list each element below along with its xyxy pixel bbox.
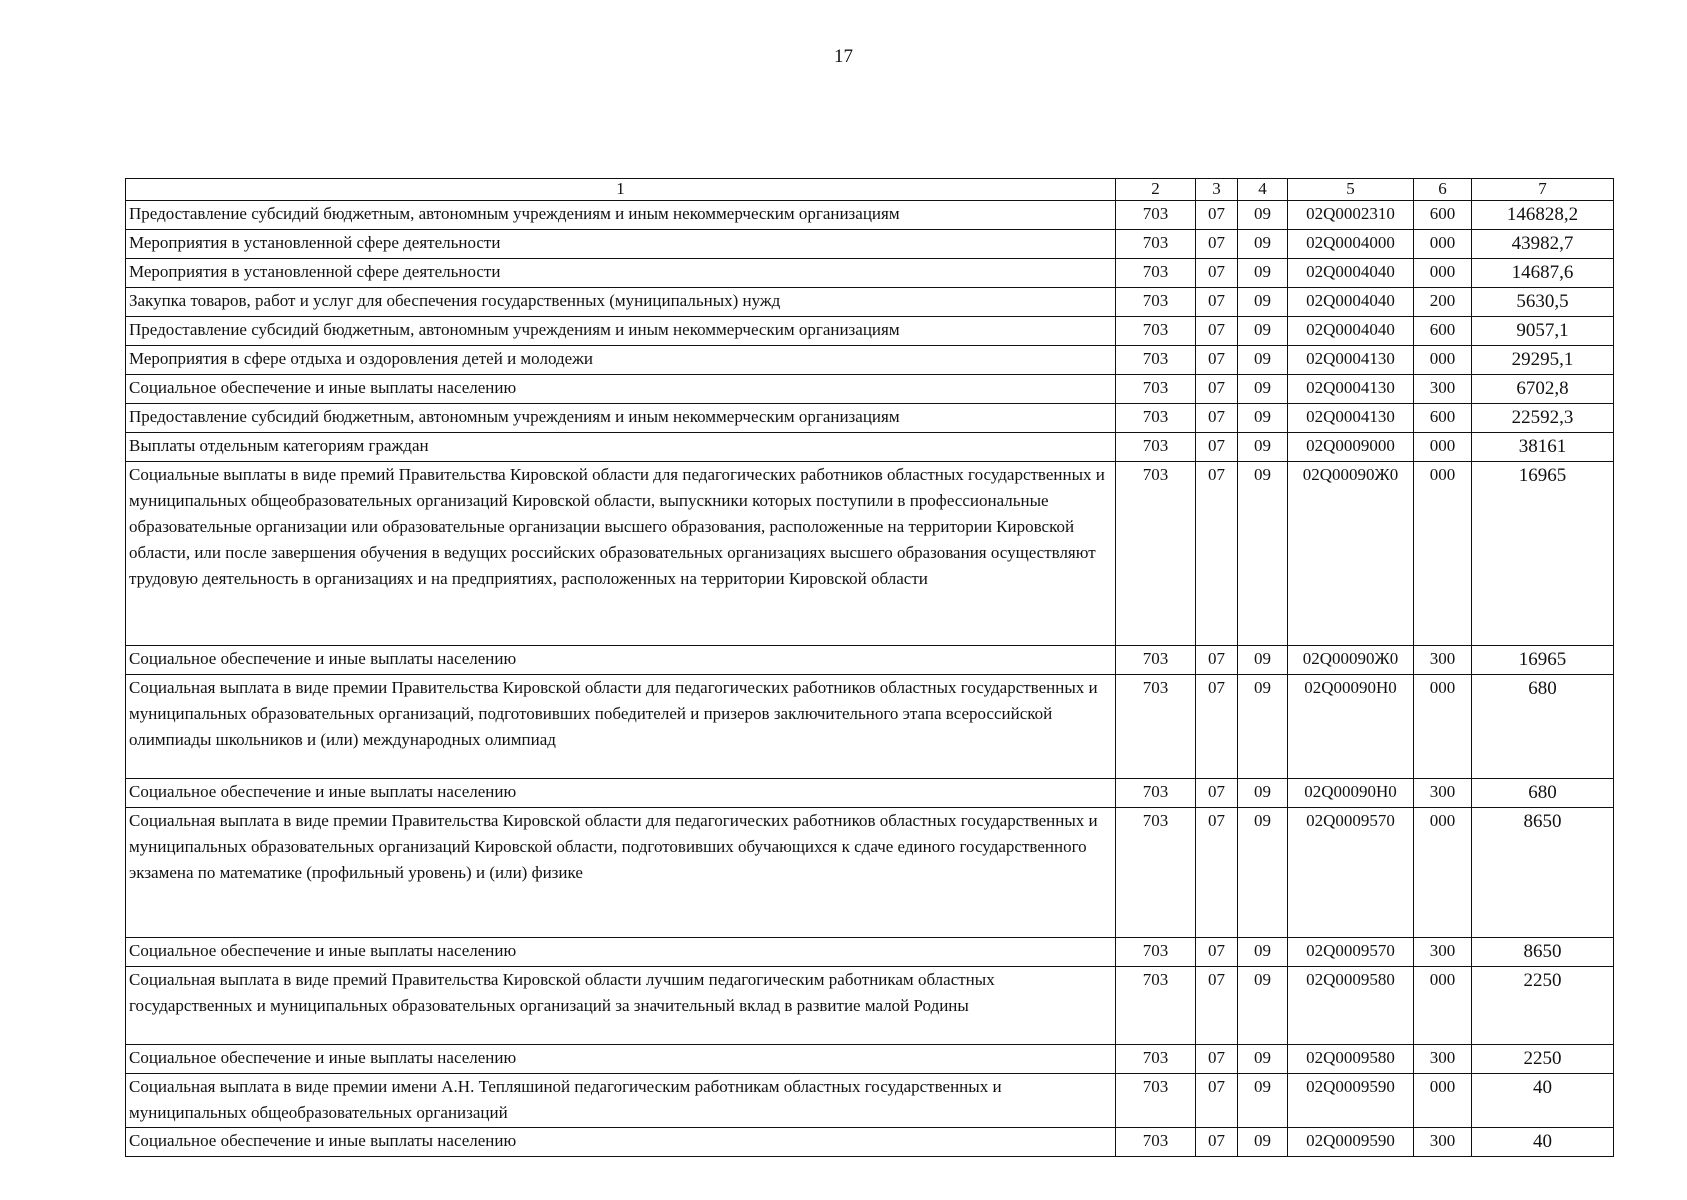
row-code-2: 703 [1116,1074,1196,1128]
table-row [126,779,1614,808]
row-code-2: 703 [1116,808,1196,938]
row-amount: 38161 [1472,433,1614,462]
row-name: Социальное обеспечение и иные выплаты населению [126,1045,1116,1074]
row-code-6: 300 [1414,1128,1472,1157]
row-code-6: 000 [1414,1074,1472,1128]
table-row [126,462,1614,646]
row-code-2: 703 [1116,462,1196,646]
table-row [126,346,1614,375]
row-code-3: 07 [1196,404,1238,433]
row-code-5: 02Q0004130 [1288,346,1414,375]
row-name: Социальная выплата в виде премии Правительства Кировской области для педагогических работников областных государственных и муниципальных образовательных организаций, подготовивших победителей и призеров заключительного этапа всероссийской олимпиады школьников и (или) международных олимпиад [126,675,1116,779]
row-code-2: 703 [1116,404,1196,433]
row-code-2: 703 [1116,346,1196,375]
table-row [126,808,1614,938]
row-name: Предоставление субсидий бюджетным, автономным учреждениям и иным некоммерческим организациям [126,201,1116,230]
row-name: Социальное обеспечение и иные выплаты населению [126,375,1116,404]
row-amount: 40 [1472,1074,1614,1128]
row-code-3: 07 [1196,462,1238,646]
row-code-5: 02Q0009580 [1288,967,1414,1045]
row-code-6: 300 [1414,375,1472,404]
row-code-3: 07 [1196,938,1238,967]
row-amount: 8650 [1472,938,1614,967]
row-code-2: 703 [1116,288,1196,317]
row-code-6: 600 [1414,201,1472,230]
column-header-4: 4 [1238,179,1288,201]
row-code-4: 09 [1238,201,1288,230]
row-name: Социальное обеспечение и иные выплаты населению [126,1128,1116,1157]
row-code-4: 09 [1238,433,1288,462]
row-code-3: 07 [1196,675,1238,779]
row-amount: 680 [1472,675,1614,779]
row-code-4: 09 [1238,288,1288,317]
row-code-3: 07 [1196,346,1238,375]
row-code-3: 07 [1196,259,1238,288]
row-code-2: 703 [1116,938,1196,967]
table-row [126,375,1614,404]
row-code-5: 02Q00090Ж0 [1288,646,1414,675]
budget-table [125,178,1614,1157]
row-code-6: 000 [1414,675,1472,779]
row-code-4: 09 [1238,1074,1288,1128]
row-code-4: 09 [1238,404,1288,433]
row-amount: 16965 [1472,462,1614,646]
row-code-4: 09 [1238,779,1288,808]
row-code-5: 02Q0004040 [1288,288,1414,317]
row-code-5: 02Q0004040 [1288,317,1414,346]
table-row [126,675,1614,779]
row-amount: 5630,5 [1472,288,1614,317]
row-code-3: 07 [1196,967,1238,1045]
table-row [126,433,1614,462]
row-amount: 6702,8 [1472,375,1614,404]
row-code-2: 703 [1116,375,1196,404]
row-code-6: 000 [1414,433,1472,462]
table-row [126,646,1614,675]
row-code-4: 09 [1238,317,1288,346]
row-code-2: 703 [1116,1045,1196,1074]
row-code-6: 000 [1414,967,1472,1045]
row-amount: 2250 [1472,1045,1614,1074]
row-code-6: 300 [1414,779,1472,808]
row-code-3: 07 [1196,1045,1238,1074]
row-code-6: 600 [1414,404,1472,433]
row-amount: 146828,2 [1472,201,1614,230]
row-code-4: 09 [1238,1128,1288,1157]
column-header-5: 5 [1288,179,1414,201]
row-code-4: 09 [1238,967,1288,1045]
column-header-6: 6 [1414,179,1472,201]
row-name: Мероприятия в сфере отдыха и оздоровления детей и молодежи [126,346,1116,375]
row-code-5: 02Q0004130 [1288,375,1414,404]
row-code-4: 09 [1238,646,1288,675]
row-code-2: 703 [1116,259,1196,288]
row-amount: 9057,1 [1472,317,1614,346]
row-code-3: 07 [1196,808,1238,938]
table-row [126,967,1614,1045]
row-code-4: 09 [1238,675,1288,779]
row-code-6: 000 [1414,346,1472,375]
row-name: Предоставление субсидий бюджетным, автономным учреждениям и иным некоммерческим организациям [126,317,1116,346]
row-code-2: 703 [1116,433,1196,462]
row-code-2: 703 [1116,779,1196,808]
row-name: Социальная выплата в виде премий Правительства Кировской области лучшим педагогическим работникам областных государственных и муниципальных образовательных организаций за значительный вклад в развитие малой Родины [126,967,1116,1045]
row-code-3: 07 [1196,646,1238,675]
column-header-3: 3 [1196,179,1238,201]
table-row [126,288,1614,317]
row-code-5: 02Q00090Н0 [1288,779,1414,808]
row-code-4: 09 [1238,346,1288,375]
table-row [126,1045,1614,1074]
row-code-5: 02Q0009590 [1288,1074,1414,1128]
row-code-6: 000 [1414,462,1472,646]
table-row [126,317,1614,346]
row-code-3: 07 [1196,1074,1238,1128]
table-row [126,1074,1614,1128]
row-code-6: 300 [1414,646,1472,675]
table-row [126,230,1614,259]
row-code-5: 02Q0009000 [1288,433,1414,462]
row-name: Выплаты отдельным категориям граждан [126,433,1116,462]
row-code-2: 703 [1116,675,1196,779]
column-header-7: 7 [1472,179,1614,201]
row-code-4: 09 [1238,938,1288,967]
row-name: Социальные выплаты в виде премий Правительства Кировской области для педагогических работников областных государственных и муниципальных общеобразовательных организаций Кировской области, выпускники которых поступили в профессиональные образовательные организации или образовательные организации высшего образования, расположенные на территории Кировской области, или после завершения обучения в ведущих российских образовательных организациях высшего образования осуществляют трудовую деятельность в организациях и на предприятиях, расположенных на территории Кировской области [126,462,1116,646]
row-amount: 8650 [1472,808,1614,938]
row-amount: 14687,6 [1472,259,1614,288]
row-code-6: 000 [1414,808,1472,938]
row-name: Закупка товаров, работ и услуг для обеспечения государственных (муниципальных) нужд [126,288,1116,317]
row-amount: 22592,3 [1472,404,1614,433]
row-code-4: 09 [1238,230,1288,259]
row-amount: 43982,7 [1472,230,1614,259]
row-name: Предоставление субсидий бюджетным, автономным учреждениям и иным некоммерческим организациям [126,404,1116,433]
row-code-5: 02Q0009580 [1288,1045,1414,1074]
row-code-3: 07 [1196,201,1238,230]
row-code-4: 09 [1238,808,1288,938]
row-code-5: 02Q0002310 [1288,201,1414,230]
row-amount: 680 [1472,779,1614,808]
row-amount: 40 [1472,1128,1614,1157]
row-code-4: 09 [1238,259,1288,288]
row-code-2: 703 [1116,1128,1196,1157]
row-code-3: 07 [1196,375,1238,404]
row-code-5: 02Q0009570 [1288,808,1414,938]
row-code-3: 07 [1196,230,1238,259]
row-name: Мероприятия в установленной сфере деятельности [126,230,1116,259]
row-code-4: 09 [1238,1045,1288,1074]
row-code-4: 09 [1238,462,1288,646]
row-code-2: 703 [1116,230,1196,259]
row-code-5: 02Q0009590 [1288,1128,1414,1157]
row-code-5: 02Q0009570 [1288,938,1414,967]
column-header-2: 2 [1116,179,1196,201]
row-amount: 16965 [1472,646,1614,675]
page-number: 17 [834,46,853,67]
row-code-5: 02Q0004000 [1288,230,1414,259]
row-code-2: 703 [1116,967,1196,1045]
row-code-5: 02Q0004040 [1288,259,1414,288]
row-name: Социальное обеспечение и иные выплаты населению [126,779,1116,808]
row-code-6: 000 [1414,259,1472,288]
row-code-5: 02Q0004130 [1288,404,1414,433]
row-code-6: 000 [1414,230,1472,259]
row-amount: 29295,1 [1472,346,1614,375]
table-row [126,259,1614,288]
row-code-3: 07 [1196,1128,1238,1157]
row-code-5: 02Q00090Н0 [1288,675,1414,779]
table-row [126,938,1614,967]
row-name: Социальное обеспечение и иные выплаты населению [126,646,1116,675]
row-amount: 2250 [1472,967,1614,1045]
row-code-6: 200 [1414,288,1472,317]
column-header-1: 1 [126,179,1116,201]
row-code-5: 02Q00090Ж0 [1288,462,1414,646]
row-code-4: 09 [1238,375,1288,404]
table-header-row [126,179,1614,201]
row-code-2: 703 [1116,201,1196,230]
row-code-6: 300 [1414,1045,1472,1074]
table-row [126,1128,1614,1157]
row-name: Социальная выплата в виде премии Правительства Кировской области для педагогических работников областных государственных и муниципальных образовательных организаций Кировской области, подготовивших обучающихся к сдаче единого государственного экзамена по математике (профильный уровень) и (или) физике [126,808,1116,938]
row-name: Социальная выплата в виде премии имени А.Н. Тепляшиной педагогическим работникам областных государственных и муниципальных общеобразовательных организаций [126,1074,1116,1128]
table-row [126,404,1614,433]
row-code-6: 600 [1414,317,1472,346]
row-name: Социальное обеспечение и иные выплаты населению [126,938,1116,967]
row-code-2: 703 [1116,646,1196,675]
row-code-3: 07 [1196,433,1238,462]
row-code-3: 07 [1196,779,1238,808]
row-name: Мероприятия в установленной сфере деятельности [126,259,1116,288]
row-code-3: 07 [1196,317,1238,346]
table-row [126,201,1614,230]
row-code-2: 703 [1116,317,1196,346]
row-code-6: 300 [1414,938,1472,967]
row-code-3: 07 [1196,288,1238,317]
